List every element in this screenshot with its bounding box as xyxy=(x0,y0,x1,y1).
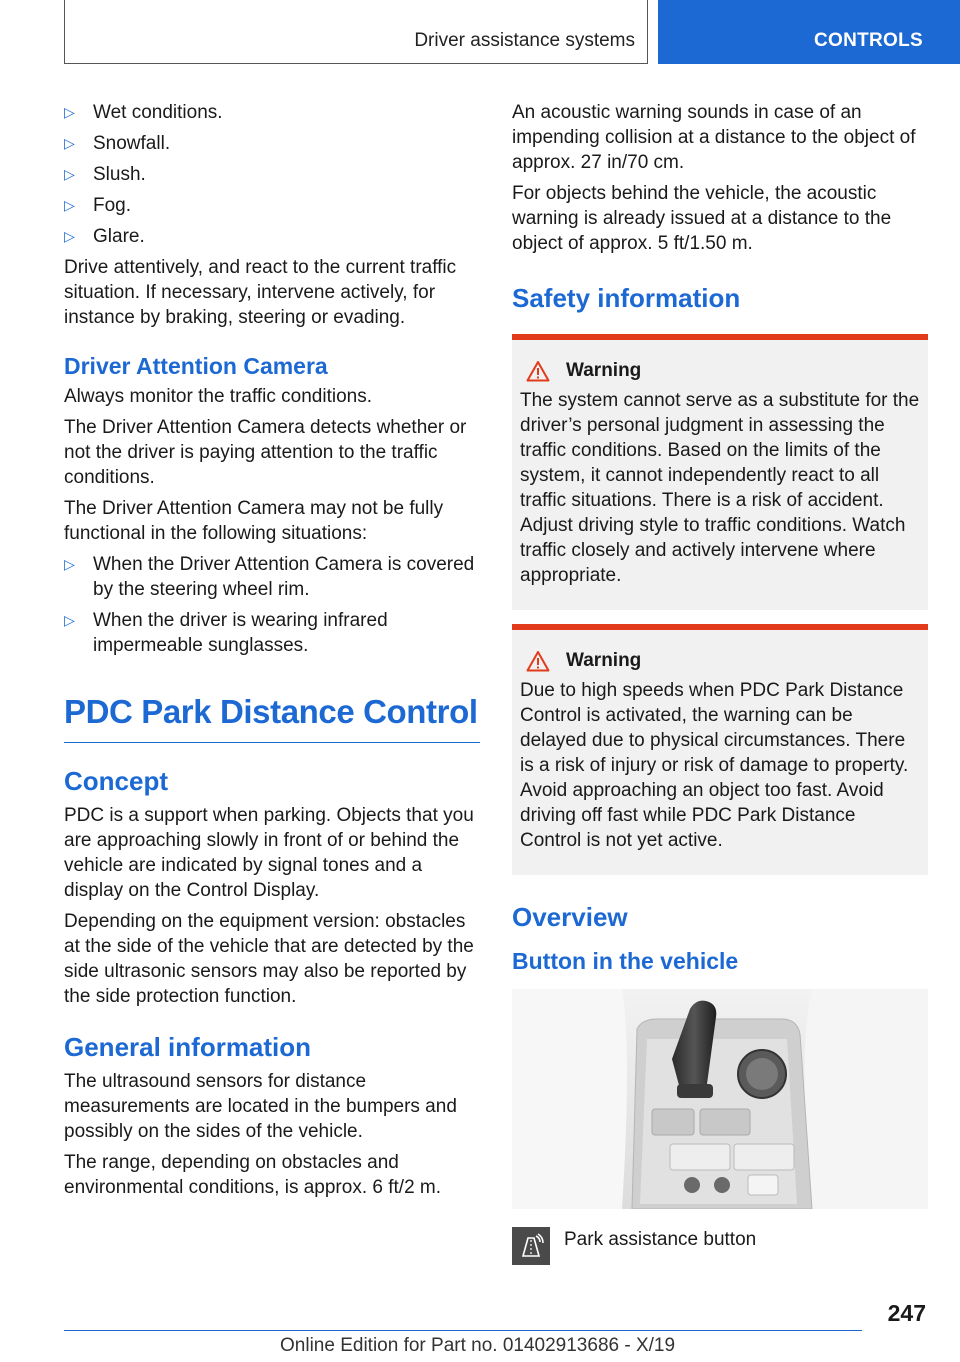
triangle-bullet-icon: ▷ xyxy=(64,228,75,244)
edition-info: Online Edition for Part no. 01402913686 - X/19 xyxy=(280,1335,676,1356)
list-item: ▷ Slush. xyxy=(64,164,146,185)
concept-paragraph-2: Depending on the equipment version: obstacles at the side of the vehicle that are detected by the side ultrasonic sensors may also be reported by the side protection function. xyxy=(64,911,474,1007)
right-column xyxy=(512,100,928,1265)
general-paragraph-2: The range, depending on obstacles and environmental conditions, is approx. 6 ft/2 m. xyxy=(64,1152,442,1198)
warning-header xyxy=(520,650,920,672)
warning-text: The system cannot serve as a substitute for the driver’s personal judgment in assessing the traffic conditions. Based on the limits of the system, it cannot independently react to all traffic situations. There is a risk of accident. Adjust driving style to traffic conditions. Watch traffic closely and actively intervene where appropriate. xyxy=(520,390,920,586)
pdc-heading: PDC Park Distance Control xyxy=(64,692,480,743)
triangle-bullet-icon: ▷ xyxy=(64,197,75,213)
list-item: ▷ Fog. xyxy=(64,195,132,216)
header-chapter-tab xyxy=(658,0,960,64)
concept-heading: Concept xyxy=(64,766,168,796)
footer-divider xyxy=(64,1330,862,1331)
dac-list xyxy=(64,552,480,658)
center-console-photo xyxy=(512,989,928,1209)
warning-text: Due to high speeds when PDC Park Distance Control is activated, the warning can be delayed due to physical circumstances. There is a risk of injury or risk of damage to property. Avoid approaching an object too fast. Avoid driving off fast while PDC Park Distance Control is not yet active. xyxy=(520,680,909,851)
dac-paragraph-1: Always monitor the traffic conditions. xyxy=(64,386,373,407)
warning-label: Warning xyxy=(566,650,642,671)
header-section-tab xyxy=(64,0,648,64)
list-item: ▷ Wet conditions. xyxy=(64,102,223,123)
triangle-bullet-icon: ▷ xyxy=(64,166,75,182)
section-title: Driver assistance systems xyxy=(414,30,635,51)
caption-text: Park assistance button xyxy=(564,1229,757,1250)
warning-box-1 xyxy=(512,334,928,610)
dac-paragraph-3: The Driver Attention Camera may not be fully functional in the following situations: xyxy=(64,498,444,544)
park-assist-icon xyxy=(512,1227,550,1265)
general-info-heading: General information xyxy=(64,1032,312,1062)
overview-heading: Overview xyxy=(512,902,628,932)
page-number: 247 xyxy=(887,1300,926,1326)
general-paragraph-1: The ultrasound sensors for distance measurements are located in the bumpers and possibly on the sides of the vehicle. xyxy=(64,1071,457,1142)
acoustic-paragraph-1: An acoustic warning sounds in case of an impending collision at a distance to the object of approx. 27 in/70 cm. xyxy=(512,102,916,173)
warning-label: Warning xyxy=(566,360,642,381)
triangle-bullet-icon: ▷ xyxy=(64,556,75,572)
warning-box-2 xyxy=(512,624,928,875)
warning-triangle-icon xyxy=(526,650,550,672)
photo-caption xyxy=(512,1227,928,1265)
list-item: ▷ When the Driver Attention Camera is covered by the steering wheel rim. xyxy=(64,554,475,600)
conditions-list xyxy=(64,100,480,249)
triangle-bullet-icon: ▷ xyxy=(64,104,75,120)
concept-paragraph-1: PDC is a support when parking. Objects that you are approaching slowly in front of or behind the vehicle are indicated by signal tones and a display on the Control Display. xyxy=(64,805,474,901)
dac-heading: Driver Attention Camera xyxy=(64,353,328,379)
warning-triangle-icon xyxy=(526,360,550,382)
list-item: ▷ Snowfall. xyxy=(64,133,171,154)
safety-heading: Safety information xyxy=(512,283,741,313)
warning-header xyxy=(520,360,920,382)
acoustic-paragraph-2: For objects behind the vehicle, the acoustic warning is already issued at a distance to the object of approx. 5 ft/1.50 m. xyxy=(512,183,892,254)
chapter-title: CONTROLS xyxy=(814,30,924,51)
list-item: ▷ Glare. xyxy=(64,226,145,247)
center-console-illustration xyxy=(512,989,928,1209)
dac-paragraph-2: The Driver Attention Camera detects whether or not the driver is paying attention to the traffic conditions. xyxy=(64,417,467,488)
button-in-vehicle-heading: Button in the vehicle xyxy=(512,948,739,974)
triangle-bullet-icon: ▷ xyxy=(64,612,75,628)
list-item: ▷ When the driver is wearing infrared impermeable sunglasses. xyxy=(64,610,388,656)
triangle-bullet-icon: ▷ xyxy=(64,135,75,151)
drive-attentively-paragraph: Drive attentively, and react to the current traffic situation. If necessary, intervene actively, for instance by braking, steering or evading. xyxy=(64,257,457,328)
left-column xyxy=(64,100,480,1206)
